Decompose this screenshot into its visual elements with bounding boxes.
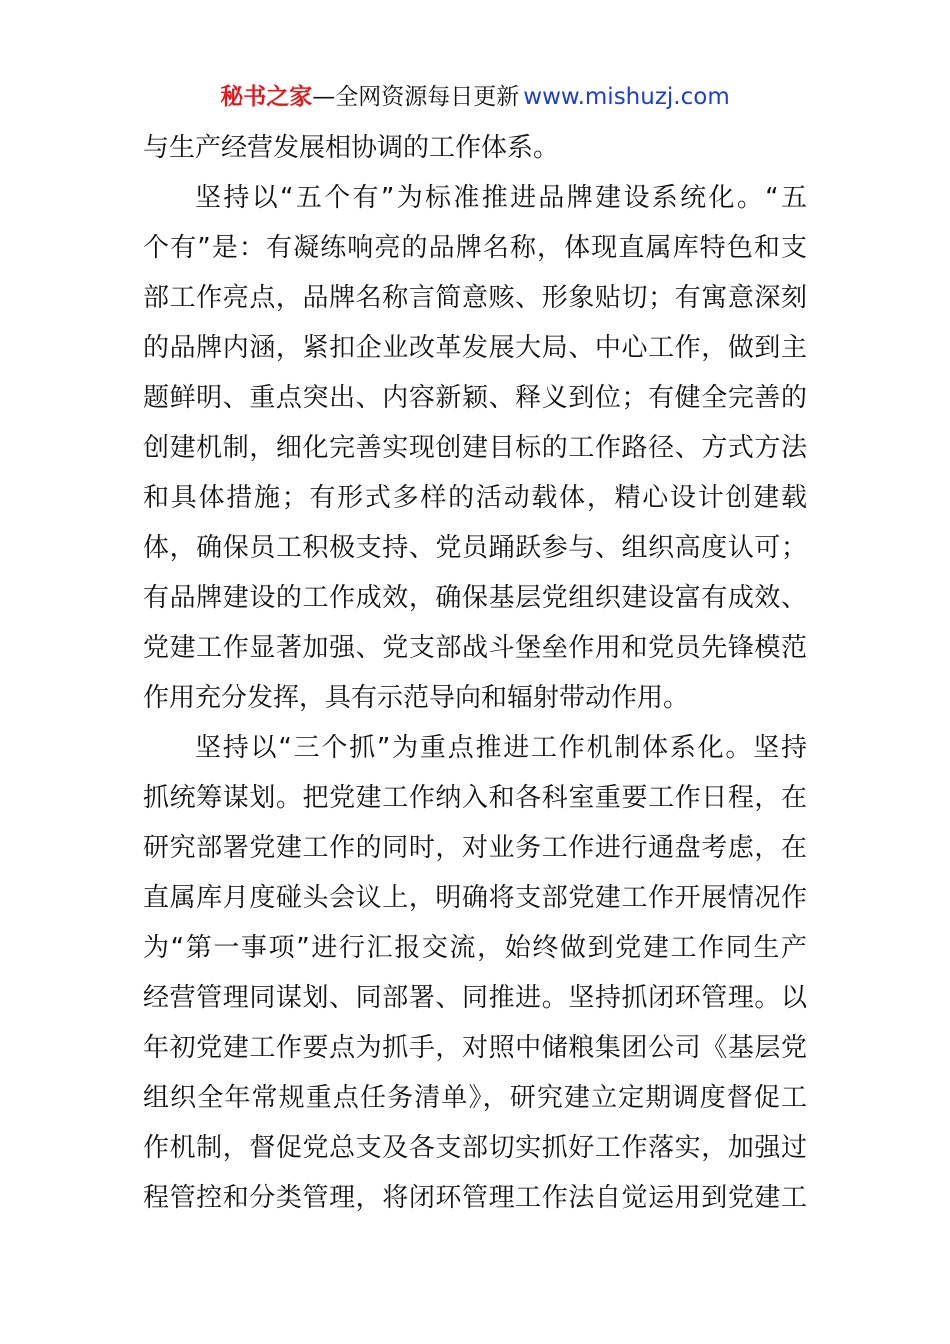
text-line: 程管控和分类管理，将闭环管理工作法自觉运用到党建工 (143, 1183, 807, 1213)
text-line: 年初党建工作要点为抓手，对照中储粮集团公司《基层党 (143, 1033, 807, 1063)
text-line: 研究部署党建工作的同时，对业务工作进行通盘考虑，在 (143, 833, 807, 863)
text-line: 的品牌内涵，紧扣企业改革发展大局、中心工作，做到主 (143, 333, 807, 363)
text-line: 体，确保员工积极支持、党员踊跃参与、组织高度认可； (143, 533, 807, 563)
site-url-link[interactable]: www.mishuzj.com (523, 84, 730, 110)
text-line: 组织全年常规重点任务清单》，研究建立定期调度督促工 (143, 1083, 807, 1113)
text-line: 部工作亮点，品牌名称言简意赅、形象贴切；有寓意深刻 (143, 283, 807, 313)
text-line: 抓统筹谋划。把党建工作纳入和各科室重要工作日程，在 (143, 783, 807, 813)
text-line: 和具体措施；有形式多样的活动载体，精心设计创建载 (143, 483, 807, 513)
text-line: 经营管理同谋划、同部署、同推进。坚持抓闭环管理。以 (143, 983, 807, 1013)
text-line: 创建机制，细化完善实现创建目标的工作路径、方式方法 (143, 433, 807, 463)
text-line: 作用充分发挥，具有示范导向和辐射带动作用。 (143, 683, 690, 713)
text-line: 题鲜明、重点突出、内容新颖、释义到位；有健全完善的 (143, 383, 807, 413)
text-line: 作机制，督促党总支及各支部切实抓好工作落实，加强过 (143, 1133, 807, 1163)
brand-name: 秘书之家 (220, 84, 313, 110)
text-line: 为“第一事项”进行汇报交流，始终做到党建工作同生产 (143, 933, 807, 963)
text-line: 坚持以“三个抓”为重点推进工作机制体系化。坚持 (195, 733, 807, 763)
text-line: 坚持以“五个有”为标准推进品牌建设系统化。“五 (195, 183, 807, 213)
site-header (0, 80, 950, 114)
text-line: 个有”是：有凝练响亮的品牌名称，体现直属库特色和支 (143, 233, 807, 263)
text-line: 有品牌建设的工作成效，确保基层党组织建设富有成效、 (143, 583, 807, 613)
text-line: 直属库月度碰头会议上，明确将支部党建工作开展情况作 (143, 883, 807, 913)
text-line: 与生产经营发展相协调的工作体系。 (143, 133, 560, 163)
text-line: 党建工作显著加强、党支部战斗堡垒作用和党员先锋模范 (143, 633, 807, 663)
header-tagline: —全网资源每日更新 (312, 84, 520, 110)
document-body (143, 128, 807, 1228)
